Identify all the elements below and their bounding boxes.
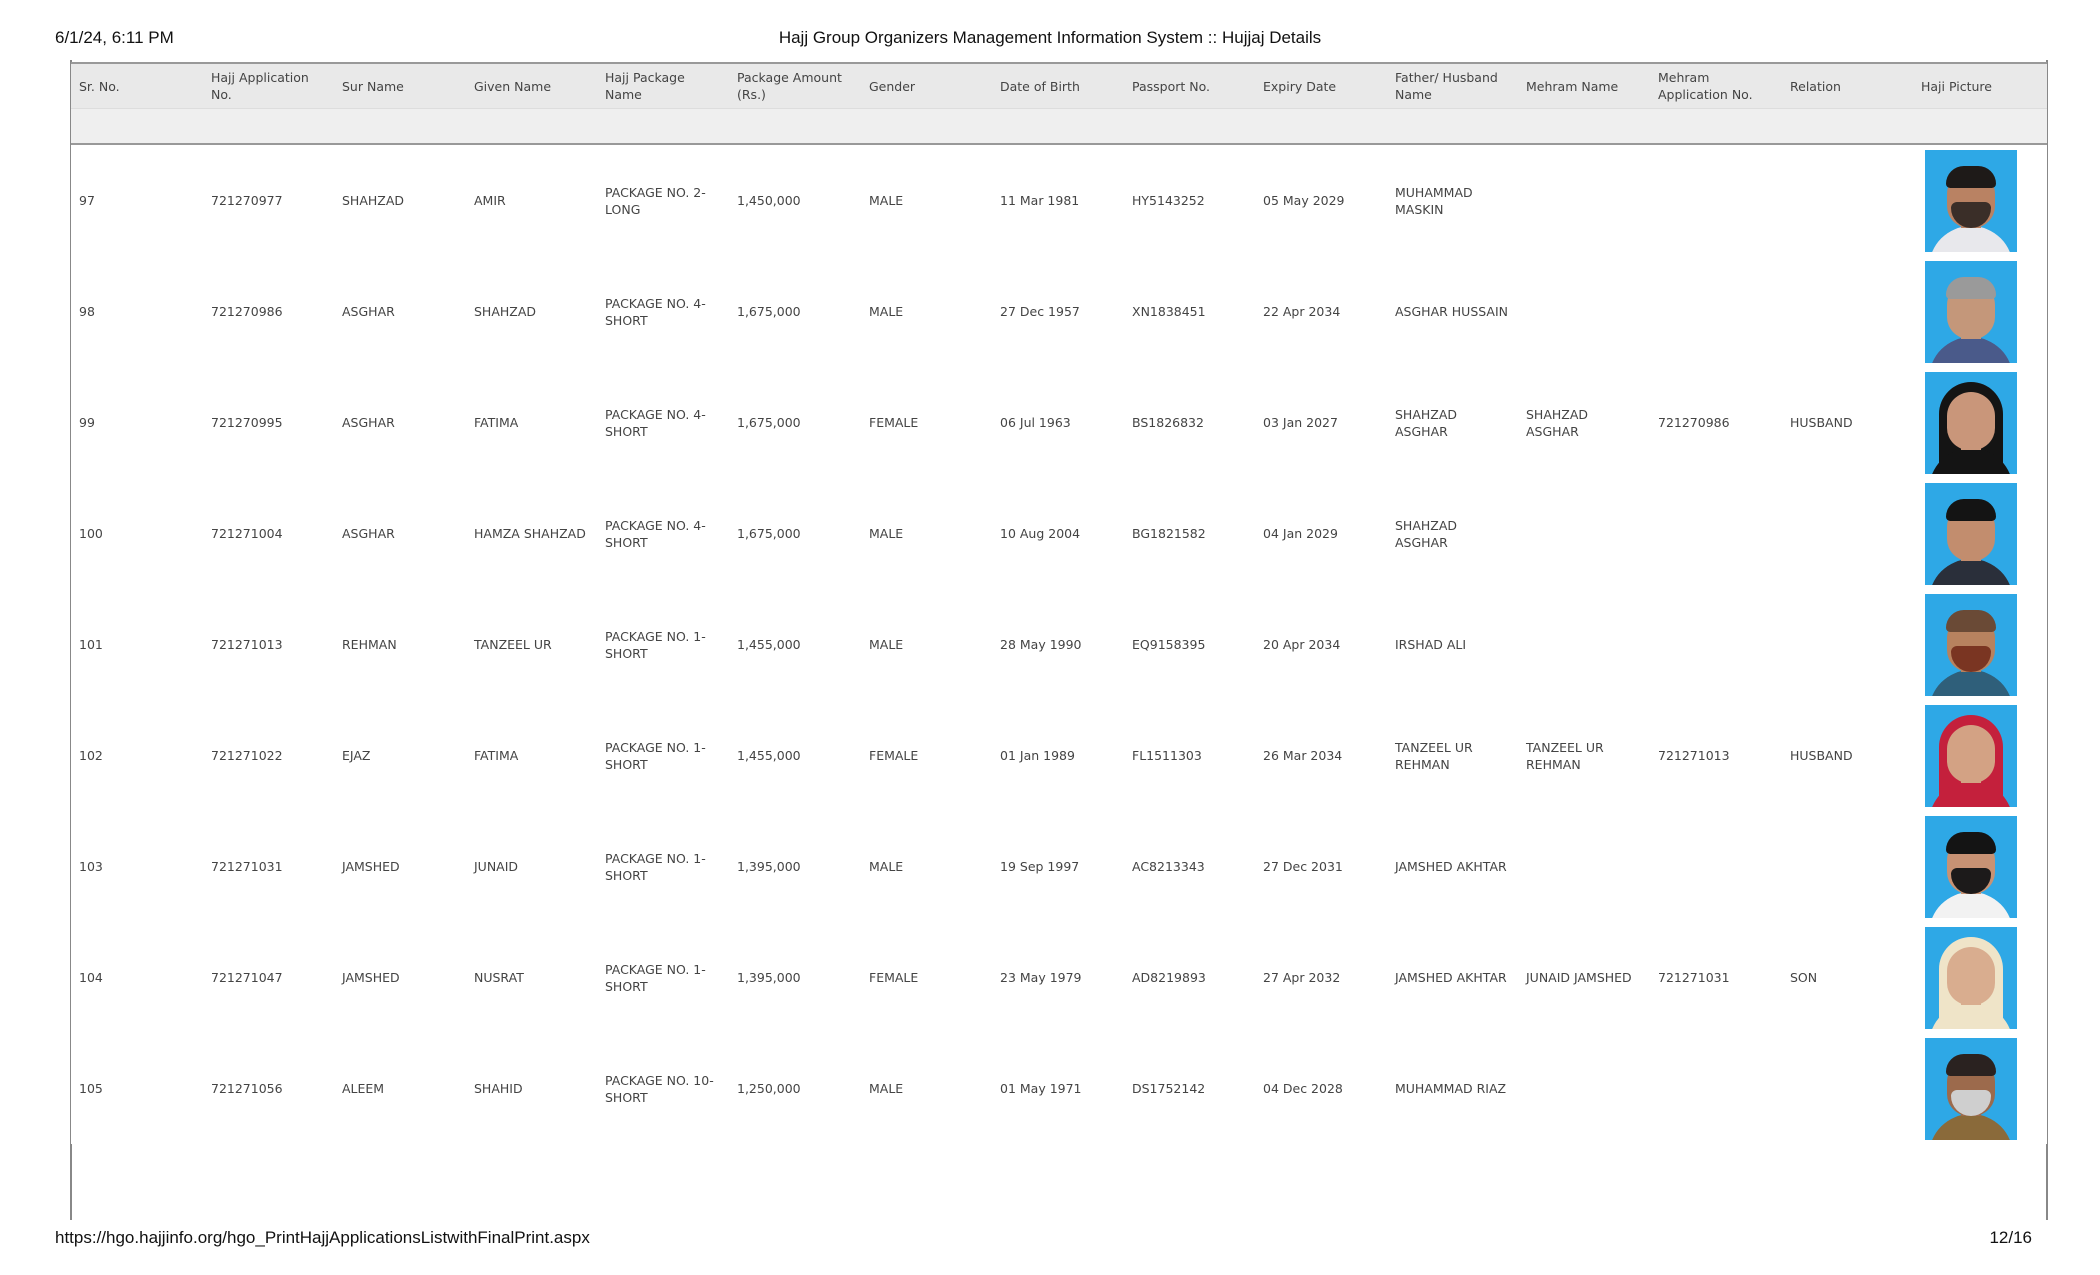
cell-sur-name: ASGHAR (334, 478, 466, 589)
cell-package-name: PACKAGE NO. 4-SHORT (597, 367, 729, 478)
cell-haji-picture (1913, 367, 2047, 478)
cell-mehram-application-no: 721270986 (1650, 367, 1782, 478)
table-row (71, 144, 2047, 256)
cell-sur-name: ASGHAR (334, 256, 466, 367)
cell-father-husband-name: IRSHAD ALI (1387, 589, 1518, 700)
cell-package-amount: 1,250,000 (729, 1033, 861, 1144)
cell-given-name: SHAHID (466, 1033, 597, 1144)
cell-date-of-birth: 23 May 1979 (992, 922, 1124, 1033)
column-header-father-husband-name: Father/ Husband Name (1387, 63, 1518, 109)
cell-date-of-birth: 27 Dec 1957 (992, 256, 1124, 367)
cell-sur-name: JAMSHED (334, 811, 466, 922)
cell-relation (1782, 1033, 1913, 1144)
column-header-haji-picture: Haji Picture (1913, 63, 2047, 109)
cell-mehram-name: JUNAID JAMSHED (1518, 922, 1650, 1033)
column-header-application-no: Hajj Application No. (203, 63, 334, 109)
cell-given-name: HAMZA SHAHZAD (466, 478, 597, 589)
cell-expiry-date: 04 Dec 2028 (1255, 1033, 1387, 1144)
cell-passport-no: AD8219893 (1124, 922, 1255, 1033)
cell-relation: HUSBAND (1782, 700, 1913, 811)
cell-package-name: PACKAGE NO. 1-SHORT (597, 589, 729, 700)
column-header-date-of-birth: Date of Birth (992, 63, 1124, 109)
cell-gender: FEMALE (861, 700, 992, 811)
cell-mehram-application-no: 721271031 (1650, 922, 1782, 1033)
print-page-number: 12/16 (1989, 1228, 2032, 1247)
cell-father-husband-name: JAMSHED AKHTAR (1387, 922, 1518, 1033)
cell-haji-picture (1913, 1033, 2047, 1144)
table-row (71, 367, 2047, 478)
cell-expiry-date: 04 Jan 2029 (1255, 478, 1387, 589)
cell-sr-no: 103 (71, 811, 203, 922)
table-row (71, 922, 2047, 1033)
column-header-gender: Gender (861, 63, 992, 109)
cell-father-husband-name: ASGHAR HUSSAIN (1387, 256, 1518, 367)
cell-package-amount: 1,675,000 (729, 478, 861, 589)
table-header-row (71, 63, 2047, 109)
cell-mehram-application-no (1650, 589, 1782, 700)
header-filter-row (71, 109, 2047, 145)
cell-date-of-birth: 28 May 1990 (992, 589, 1124, 700)
column-header-expiry-date: Expiry Date (1255, 63, 1387, 109)
cell-haji-picture (1913, 922, 2047, 1033)
cell-gender: MALE (861, 589, 992, 700)
cell-package-amount: 1,395,000 (729, 922, 861, 1033)
cell-package-name: PACKAGE NO. 1-SHORT (597, 700, 729, 811)
cell-package-name: PACKAGE NO. 2-LONG (597, 144, 729, 256)
haji-photo (1925, 483, 2017, 585)
cell-sr-no: 104 (71, 922, 203, 1033)
cell-sr-no: 105 (71, 1033, 203, 1144)
haji-photo (1925, 261, 2017, 363)
cell-mehram-name (1518, 478, 1650, 589)
cell-package-amount: 1,450,000 (729, 144, 861, 256)
cell-gender: MALE (861, 144, 992, 256)
column-header-mehram-application-no: Mehram Application No. (1650, 63, 1782, 109)
cell-date-of-birth: 11 Mar 1981 (992, 144, 1124, 256)
cell-application-no: 721271047 (203, 922, 334, 1033)
column-header-mehram-name: Mehram Name (1518, 63, 1650, 109)
cell-package-amount: 1,455,000 (729, 700, 861, 811)
cell-mehram-application-no: 721271013 (1650, 700, 1782, 811)
cell-date-of-birth: 10 Aug 2004 (992, 478, 1124, 589)
column-header-sr-no: Sr. No. (71, 63, 203, 109)
cell-date-of-birth: 06 Jul 1963 (992, 367, 1124, 478)
cell-father-husband-name: MUHAMMAD MASKIN (1387, 144, 1518, 256)
cell-package-amount: 1,675,000 (729, 367, 861, 478)
cell-mehram-name (1518, 256, 1650, 367)
table-row (71, 1033, 2047, 1144)
cell-father-husband-name: TANZEEL UR REHMAN (1387, 700, 1518, 811)
cell-sr-no: 101 (71, 589, 203, 700)
haji-photo (1925, 816, 2017, 918)
cell-passport-no: XN1838451 (1124, 256, 1255, 367)
haji-photo (1925, 1038, 2017, 1140)
cell-mehram-application-no (1650, 144, 1782, 256)
table-row (71, 256, 2047, 367)
cell-gender: MALE (861, 478, 992, 589)
table-row (71, 478, 2047, 589)
cell-date-of-birth: 01 Jan 1989 (992, 700, 1124, 811)
cell-gender: MALE (861, 1033, 992, 1144)
column-header-relation: Relation (1782, 63, 1913, 109)
cell-package-name: PACKAGE NO. 1-SHORT (597, 811, 729, 922)
cell-given-name: TANZEEL UR (466, 589, 597, 700)
cell-expiry-date: 03 Jan 2027 (1255, 367, 1387, 478)
cell-gender: FEMALE (861, 367, 992, 478)
cell-haji-picture (1913, 589, 2047, 700)
cell-sur-name: JAMSHED (334, 922, 466, 1033)
cell-expiry-date: 22 Apr 2034 (1255, 256, 1387, 367)
cell-father-husband-name: MUHAMMAD RIAZ (1387, 1033, 1518, 1144)
cell-package-amount: 1,455,000 (729, 589, 861, 700)
cell-sr-no: 97 (71, 144, 203, 256)
haji-photo (1925, 705, 2017, 807)
cell-application-no: 721271013 (203, 589, 334, 700)
column-header-sur-name: Sur Name (334, 63, 466, 109)
cell-gender: MALE (861, 811, 992, 922)
cell-passport-no: HY5143252 (1124, 144, 1255, 256)
cell-mehram-name (1518, 811, 1650, 922)
print-url: https://hgo.hajjinfo.org/hgo_PrintHajjApplicationsListwithFinalPrint.aspx (55, 1228, 590, 1247)
cell-package-amount: 1,395,000 (729, 811, 861, 922)
cell-expiry-date: 27 Apr 2032 (1255, 922, 1387, 1033)
cell-date-of-birth: 19 Sep 1997 (992, 811, 1124, 922)
cell-application-no: 721271004 (203, 478, 334, 589)
cell-passport-no: BG1821582 (1124, 478, 1255, 589)
cell-relation (1782, 256, 1913, 367)
cell-mehram-application-no (1650, 1033, 1782, 1144)
cell-father-husband-name: SHAHZAD ASGHAR (1387, 478, 1518, 589)
cell-expiry-date: 26 Mar 2034 (1255, 700, 1387, 811)
cell-mehram-name (1518, 1033, 1650, 1144)
column-header-package-amount: Package Amount (Rs.) (729, 63, 861, 109)
cell-haji-picture (1913, 478, 2047, 589)
table-row (71, 700, 2047, 811)
cell-relation (1782, 144, 1913, 256)
cell-given-name: SHAHZAD (466, 256, 597, 367)
cell-package-name: PACKAGE NO. 4-SHORT (597, 478, 729, 589)
cell-sur-name: ASGHAR (334, 367, 466, 478)
haji-photo (1925, 927, 2017, 1029)
cell-application-no: 721271056 (203, 1033, 334, 1144)
cell-package-name: PACKAGE NO. 1-SHORT (597, 922, 729, 1033)
cell-relation: HUSBAND (1782, 367, 1913, 478)
table-row (71, 811, 2047, 922)
cell-relation (1782, 589, 1913, 700)
cell-given-name: AMIR (466, 144, 597, 256)
cell-haji-picture (1913, 256, 2047, 367)
cell-mehram-name: SHAHZAD ASGHAR (1518, 367, 1650, 478)
cell-passport-no: BS1826832 (1124, 367, 1255, 478)
cell-passport-no: AC8213343 (1124, 811, 1255, 922)
hujjaj-details-table (71, 62, 2047, 1144)
cell-sr-no: 102 (71, 700, 203, 811)
cell-expiry-date: 20 Apr 2034 (1255, 589, 1387, 700)
cell-application-no: 721270977 (203, 144, 334, 256)
cell-given-name: FATIMA (466, 700, 597, 811)
cell-package-amount: 1,675,000 (729, 256, 861, 367)
cell-mehram-name (1518, 589, 1650, 700)
print-page-title: Hajj Group Organizers Management Information System :: Hujjaj Details (778, 28, 1322, 47)
cell-given-name: NUSRAT (466, 922, 597, 1033)
cell-package-name: PACKAGE NO. 10-SHORT (597, 1033, 729, 1144)
haji-photo (1925, 594, 2017, 696)
cell-package-name: PACKAGE NO. 4-SHORT (597, 256, 729, 367)
cell-passport-no: DS1752142 (1124, 1033, 1255, 1144)
cell-sur-name: ALEEM (334, 1033, 466, 1144)
table-body (71, 144, 2047, 1144)
cell-application-no: 721271022 (203, 700, 334, 811)
cell-expiry-date: 27 Dec 2031 (1255, 811, 1387, 922)
cell-relation: SON (1782, 922, 1913, 1033)
haji-photo (1925, 150, 2017, 252)
cell-sur-name: REHMAN (334, 589, 466, 700)
cell-father-husband-name: SHAHZAD ASGHAR (1387, 367, 1518, 478)
cell-expiry-date: 05 May 2029 (1255, 144, 1387, 256)
cell-haji-picture (1913, 811, 2047, 922)
cell-haji-picture (1913, 700, 2047, 811)
cell-mehram-application-no (1650, 256, 1782, 367)
cell-passport-no: FL1511303 (1124, 700, 1255, 811)
column-header-package-name: Hajj Package Name (597, 63, 729, 109)
cell-mehram-application-no (1650, 478, 1782, 589)
cell-father-husband-name: JAMSHED AKHTAR (1387, 811, 1518, 922)
column-header-given-name: Given Name (466, 63, 597, 109)
cell-mehram-name (1518, 144, 1650, 256)
cell-passport-no: EQ9158395 (1124, 589, 1255, 700)
cell-sur-name: SHAHZAD (334, 144, 466, 256)
print-header (0, 28, 2100, 52)
cell-given-name: JUNAID (466, 811, 597, 922)
cell-application-no: 721271031 (203, 811, 334, 922)
haji-photo (1925, 372, 2017, 474)
cell-application-no: 721270995 (203, 367, 334, 478)
cell-application-no: 721270986 (203, 256, 334, 367)
cell-mehram-application-no (1650, 811, 1782, 922)
cell-given-name: FATIMA (466, 367, 597, 478)
cell-haji-picture (1913, 144, 2047, 256)
header-filter-cell (71, 109, 2047, 145)
cell-sr-no: 98 (71, 256, 203, 367)
cell-relation (1782, 811, 1913, 922)
print-footer (0, 1228, 2100, 1252)
cell-gender: MALE (861, 256, 992, 367)
cell-sur-name: EJAZ (334, 700, 466, 811)
cell-sr-no: 100 (71, 478, 203, 589)
print-datetime: 6/1/24, 6:11 PM (55, 28, 174, 47)
cell-relation (1782, 478, 1913, 589)
cell-gender: FEMALE (861, 922, 992, 1033)
cell-date-of-birth: 01 May 1971 (992, 1033, 1124, 1144)
table-row (71, 589, 2047, 700)
cell-mehram-name: TANZEEL UR REHMAN (1518, 700, 1650, 811)
cell-sr-no: 99 (71, 367, 203, 478)
column-header-passport-no: Passport No. (1124, 63, 1255, 109)
